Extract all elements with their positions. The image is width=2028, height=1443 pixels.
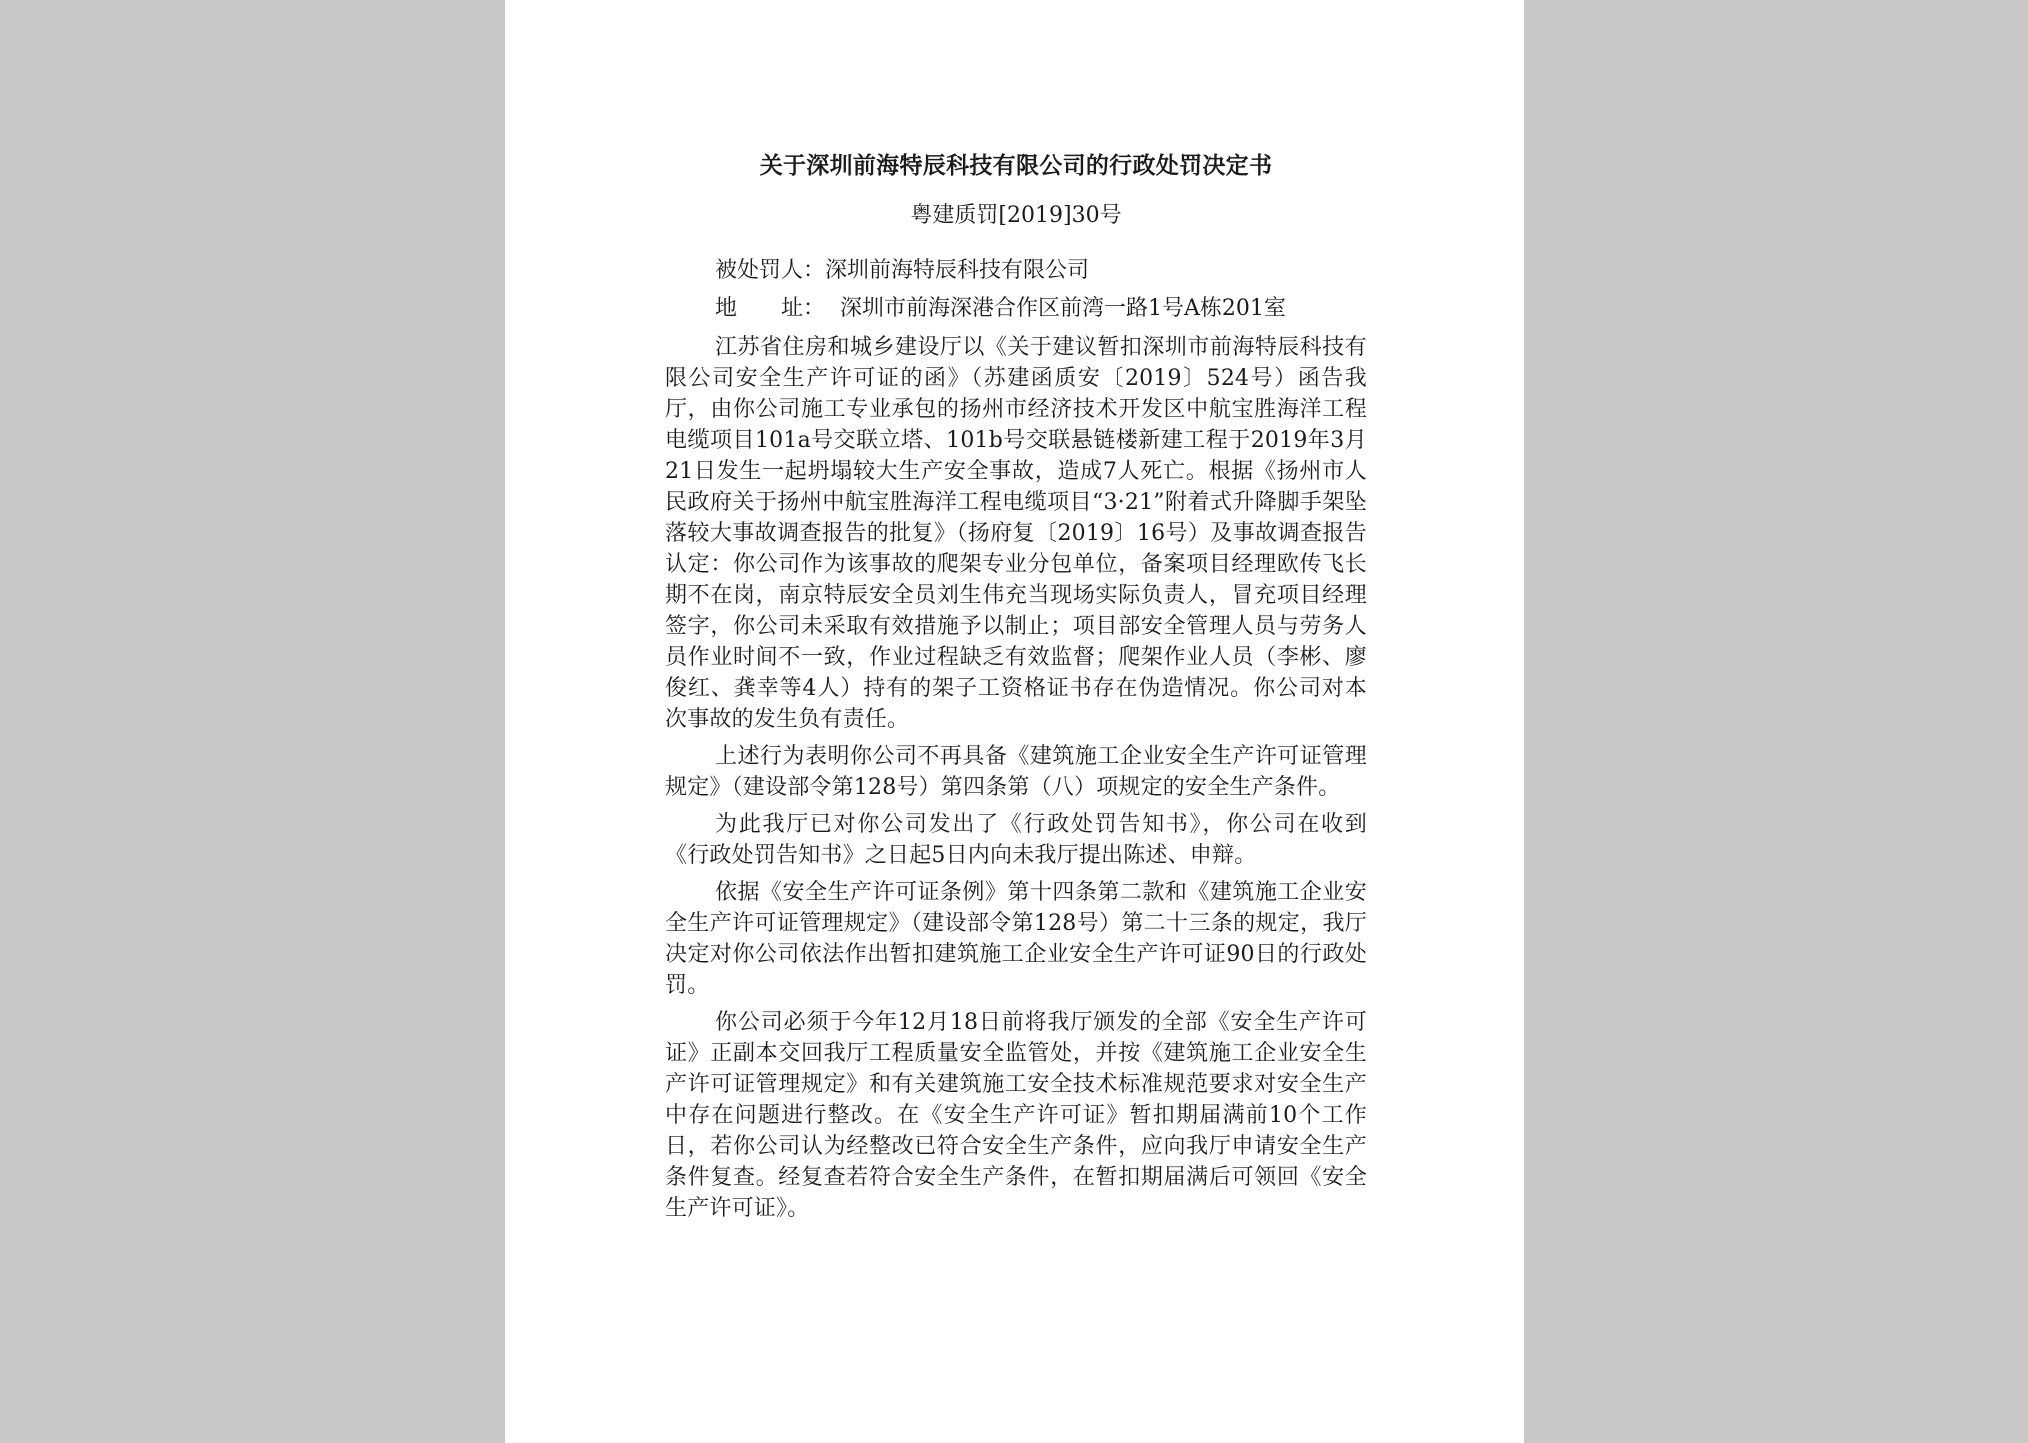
document-page bbox=[505, 0, 1524, 1443]
document-title: 关于深圳前海特辰科技有限公司的行政处罚决定书 bbox=[759, 152, 1273, 179]
address-line bbox=[665, 290, 1367, 328]
penalized-party-line bbox=[665, 252, 1367, 290]
document-number: 粤建质罚[2019]30号 bbox=[910, 203, 1122, 228]
address-value: 深圳市前海深港合作区前湾一路1号A栋201室 bbox=[840, 296, 1286, 321]
paragraph-5: 你公司必须于今年12月18日前将我厅颁发的全部《安全生产许可证》正副本交回我厅工程质量安全监管处，并按《建筑施工企业安全生产许可证管理规定》和有关建筑施工安全技术标准规范要求对安全生产中存在问题进行整改。在《安全生产许可证》暂扣期届满前10个工作日，若你公司认为经整改已符合安全生产条件，应向我厅申请安全生产条件复查。经复查若符合安全生产条件，在暂扣期届满后可领回《安全生产许可证》。 bbox=[665, 1010, 1367, 1221]
paragraph-2: 上述行为表明你公司不再具备《建筑施工企业安全生产许可证管理规定》（建设部令第128号）第四条第（八）项规定的安全生产条件。 bbox=[665, 744, 1367, 800]
paragraph-1: 江苏省住房和城乡建设厅以《关于建议暂扣深圳市前海特辰科技有限公司安全生产许可证的函》（苏建函质安〔2019〕524号）函告我厅，由你公司施工专业承包的扬州市经济技术开发区中航宝胜海洋工程电缆项目101a号交联立塔、101b号交联悬链楼新建工程于2019年3月21日发生一起坍塌较大生产安全事故，造成7人死亡。根据《扬州市人民政府关于扬州中航宝胜海洋工程电缆项目“3·21”附着式升降脚手架坠落较大事故调查报告的批复》（扬府复〔2019〕16号）及事故调查报告认定：你公司作为该事故的爬架专业分包单位，备案项目经理欧传飞长期不在岗，南京特辰安全员刘生伟充当现场实际负责人，冒充项目经理签字，你公司未采取有效措施予以制止；项目部安全管理人员与劳务人员作业时间不一致，作业过程缺乏有效监督；爬架作业人员（李彬、廖俊红、龚幸等4人）持有的架子工资格证书存在伪造情况。你公司对本次事故的发生负有责任。 bbox=[665, 335, 1367, 732]
address-label: 地 址： bbox=[715, 296, 826, 321]
paragraph-4: 依据《安全生产许可证条例》第十四条第二款和《建筑施工企业安全生产许可证管理规定》（建设部令第128号）第二十三条的规定，我厅决定对你公司依法作出暂扣建筑施工企业安全生产许可证90日的行政处罚。 bbox=[665, 880, 1367, 998]
penalized-party-value: 深圳前海特辰科技有限公司 bbox=[825, 258, 1090, 283]
document-content bbox=[665, 148, 1367, 1224]
penalized-party-label: 被处罚人： bbox=[715, 258, 826, 283]
paragraph-3: 为此我厅已对你公司发出了《行政处罚告知书》，你公司在收到《行政处罚告知书》之日起5日内向未我厅提出陈述、申辩。 bbox=[665, 812, 1367, 868]
